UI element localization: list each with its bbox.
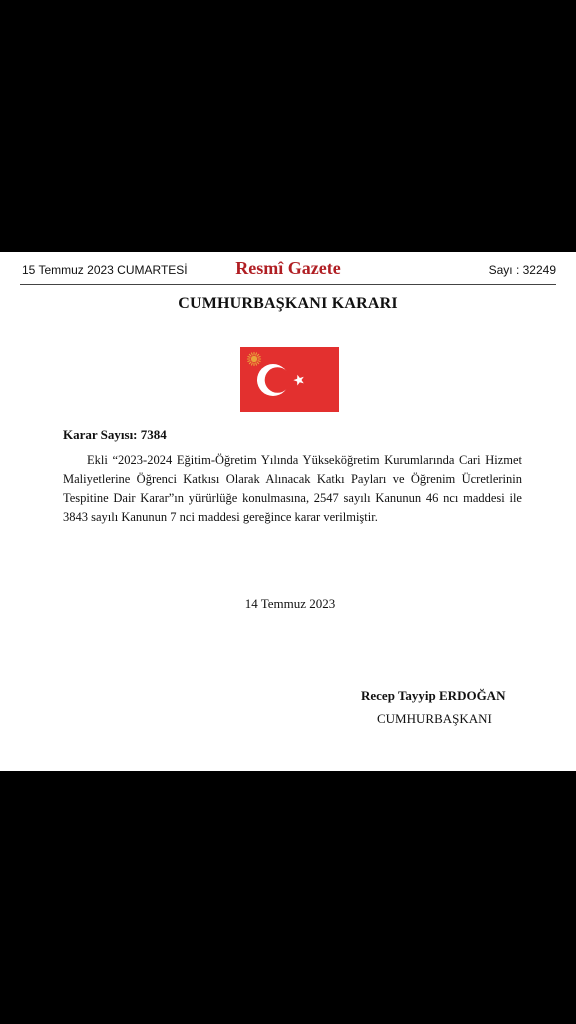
- signer-name: Recep Tayyip ERDOĞAN: [361, 688, 506, 703]
- issue-date: 15 Temmuz 2023 CUMARTESİ: [22, 263, 188, 277]
- signature-date: 14 Temmuz 2023: [244, 596, 336, 611]
- issue-number: Sayı : 32249: [488, 263, 556, 277]
- gazette-page: [0, 252, 576, 771]
- decision-body: Ekli “2023-2024 Eğitim-Öğretim Yılında Yükseköğretim Kurumlarında Cari Hizmet Maliyetlerine Öğrenci Katkısı Olarak Alınacak Katkı Payları ve Öğrenim Ücretlerinin Tespitine Dair Karar”ın yürürlüğe konulmasına, 2547 sayılı Kanunun 46 ncı maddesi ile 3843 sayılı Kanunun 7 nci maddesi gereğince karar verilmiştir.: [63, 453, 522, 524]
- document-heading: CUMHURBAŞKANI KARARI: [178, 295, 398, 312]
- decision-number: Karar Sayısı: 7384: [63, 427, 167, 442]
- gazette-title: Resmî Gazete: [235, 258, 341, 278]
- signer-title: CUMHURBAŞKANI: [377, 711, 492, 726]
- turkish-flag-icon: [240, 347, 339, 412]
- masthead-divider: [20, 284, 556, 285]
- masthead: [0, 252, 576, 286]
- presidential-sun-emblem-icon: [247, 352, 260, 365]
